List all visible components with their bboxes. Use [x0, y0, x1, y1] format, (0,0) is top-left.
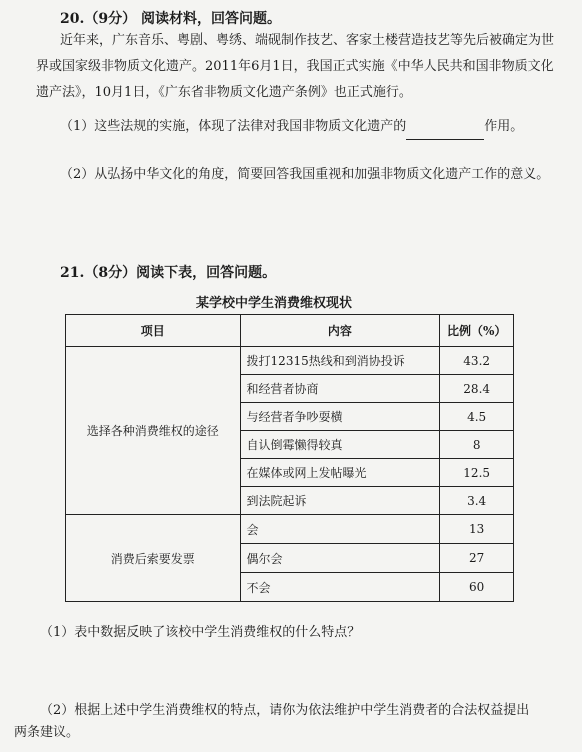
q21-sub1: （1）表中数据反映了该校中学生消费维权的什么特点？	[40, 625, 361, 640]
q20-heading: 20.（9分） 阅读材料，回答问题。	[60, 11, 281, 27]
group1-label: 选择各种消费维权的途径	[66, 347, 241, 515]
table-title: 某学校中学生消费维权现状	[196, 296, 353, 311]
row-ratio: 8	[440, 431, 514, 459]
row-content: 拨打12315热线和到消协投诉	[240, 347, 440, 375]
q20-sub2: （2）从弘扬中华文化的角度，简要回答我国重视和加强非物质文化遗产工作的意义。	[60, 167, 550, 182]
table-row	[66, 347, 514, 375]
row-ratio: 12.5	[440, 459, 514, 487]
q21-sub2-line-1: （2）根据上述中学生消费维权的特点，请你为依法维护中学生消费者的合法权益提出	[40, 703, 530, 718]
q21-heading: 21.（8分）阅读下表，回答问题。	[60, 265, 277, 281]
group2-label: 消费后索要发票	[66, 515, 241, 602]
q21-sub2-line-2: 两条建议。	[14, 725, 80, 740]
row-content: 会	[240, 515, 440, 544]
q20-sub1	[60, 114, 523, 140]
q20-sub1-tail: 作用。	[484, 119, 524, 134]
row-content: 与经营者争吵耍横	[240, 403, 440, 431]
header-content: 内容	[240, 315, 440, 347]
row-ratio: 3.4	[440, 487, 514, 515]
row-ratio: 60	[440, 573, 514, 602]
q20-material-line-2: 界或国家级非物质文化遗产。2011年6月1日，我国正式实施《中华人民共和国非物质文化	[36, 59, 554, 74]
q20-sub1-text: （1）这些法规的实施，体现了法律对我国非物质文化遗产的	[60, 119, 407, 134]
row-content: 到法院起诉	[240, 487, 440, 515]
q20-material-line-3: 遗产法》，10月1日，《广东省非物质文化遗产条例》也正式施行。	[36, 85, 412, 100]
row-content: 和经营者协商	[240, 375, 440, 403]
row-content: 偶尔会	[240, 544, 440, 573]
row-content: 自认倒霉懒得较真	[240, 431, 440, 459]
row-ratio: 13	[440, 515, 514, 544]
row-ratio: 28.4	[440, 375, 514, 403]
row-ratio: 43.2	[440, 347, 514, 375]
table-header-row	[66, 315, 514, 347]
header-item: 项目	[66, 315, 241, 347]
table-row	[66, 515, 514, 544]
answer-blank[interactable]	[406, 125, 484, 140]
header-ratio: 比例（%）	[440, 315, 514, 347]
row-content: 在媒体或网上发帖曝光	[240, 459, 440, 487]
survey-table	[65, 314, 514, 602]
row-ratio: 4.5	[440, 403, 514, 431]
row-ratio: 27	[440, 544, 514, 573]
row-content: 不会	[240, 573, 440, 602]
q20-material-line-1: 近年来，广东音乐、粤剧、粤绣、端砚制作技艺、客家土楼营造技艺等先后被确定为世	[60, 33, 555, 48]
